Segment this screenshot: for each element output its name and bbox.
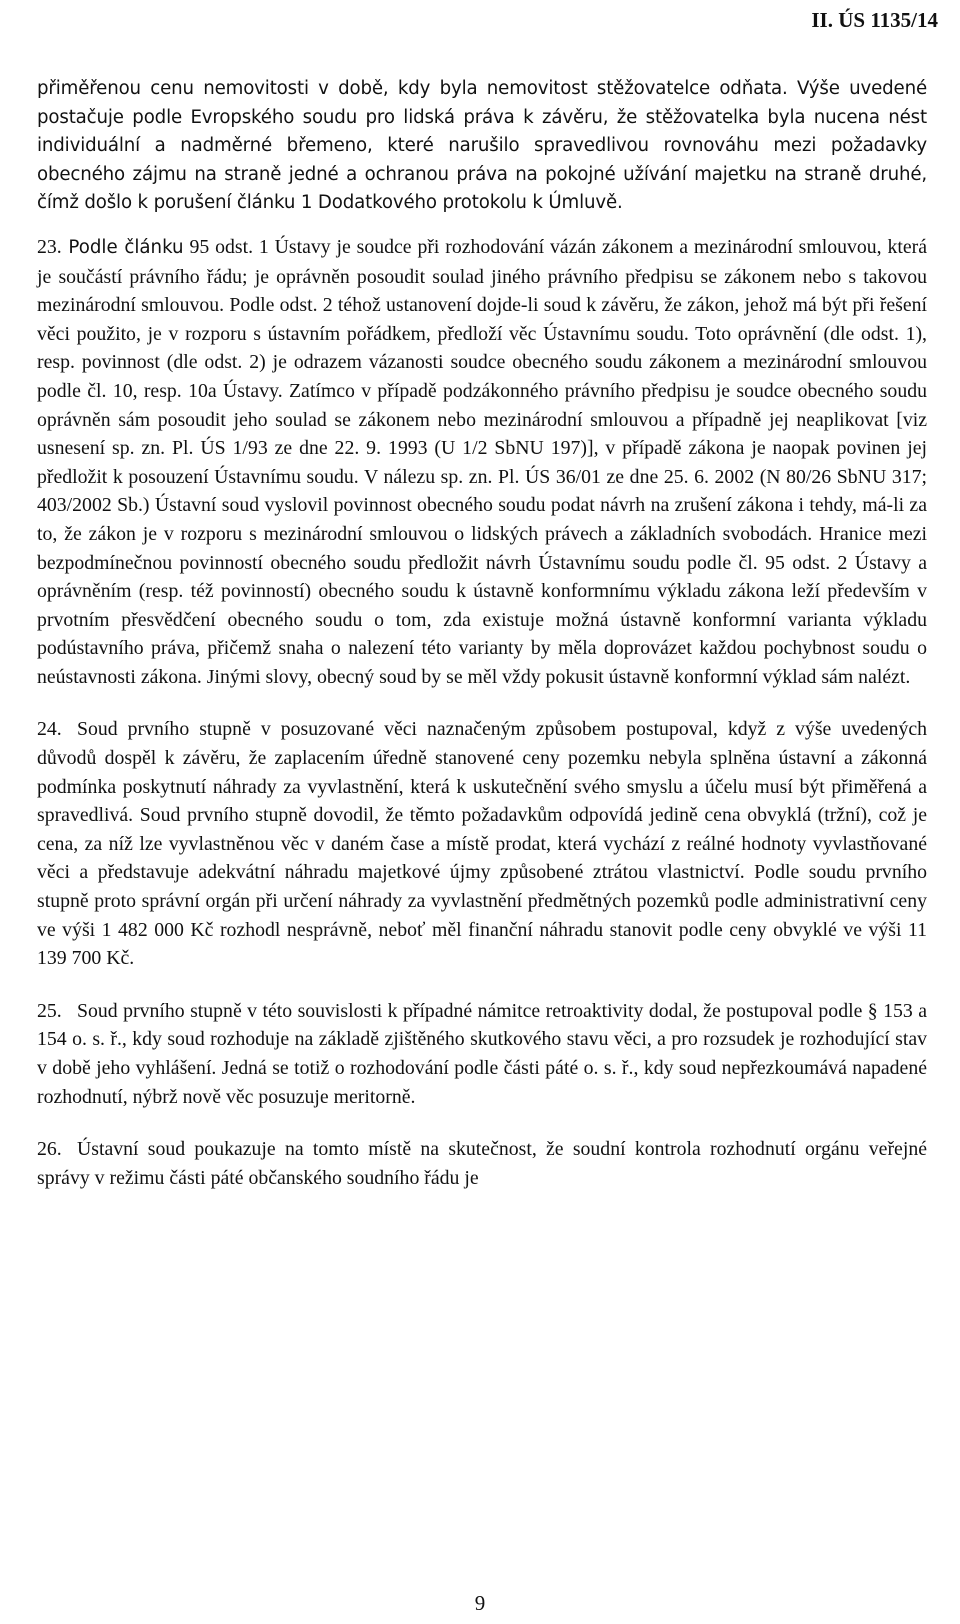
- paragraph-26: [37, 1135, 927, 1192]
- paragraph-number: 26.: [37, 1138, 62, 1161]
- paragraph-text: Soud prvního stupně v posuzované věci naznačeným způsobem postupoval, když z výše uvedených důvodů dospěl k závěru, že zaplacením úředně stanovené ceny pozemku nebyla splněna ústavní a zákonná podmínka poskytnutí náhrady za vyvlastnění, která k uskutečnění svého smyslu a účelu musí být přiměřená a spravedlivá. Soud prvního stupně dovodil, že těmto požadavkům odpovídá jedině cena obvyklá (tržní), což je cena, za níž lze vyvlastněnou věc v daném čase a místě prodat, která vychází z reálné hodnoty vyvlastňované věci a představuje adekvátní náhradu majetkové újmy způsobené ztrátou vlastnictví. Podle soudu prvního stupně proto správní orgán při určení náhrady za vyvlastnění předmětných pozemků podle administrativní ceny ve výši 1 482 000 Kč rozhodl nesprávně, neboť měl finanční náhradu stanovit podle ceny obvyklé ve výši 11 139 700 Kč.: [37, 718, 927, 970]
- case-reference: II. ÚS 1135/14: [811, 8, 938, 32]
- paragraph-lead: Podle článku: [61, 236, 184, 258]
- paragraph-number: 23.: [37, 235, 62, 258]
- paragraph-25: [37, 997, 927, 1111]
- paragraph-continuation: přiměřenou cenu nemovitosti v době, kdy byla nemovitost stěžovatelce odňata. Výše uvedené postačuje podle Evropského soudu pro lidská práva k závěru, že stěžovatelka byla nucena nést individuální a nadměrné břemeno, které narušilo spravedlivou rovnováhu mezi požadavky obecného zájmu na straně jedné a ochranou práva na pokojné užívání majetku na straně druhé, čímž došlo k porušení článku 1 Dodatkového protokolu k Úmluvě.: [37, 78, 927, 214]
- paragraph-text: 95 odst. 1 Ústavy je soudce při rozhodování vázán zákonem a mezinárodní smlouvou, která je součástí právního řádu; je oprávněn posoudit soulad jiného právního předpisu se zákonem nebo s takovou mezinárodní smlouvou. Podle odst. 2 téhož ustanovení dojde-li soud k závěru, že zákon, jehož má být při řešení věci použito, je v rozporu s ústavním pořádkem, předloží věc Ústavnímu soudu. Toto oprávnění (dle odst. 1), resp. povinnost (dle odst. 2) je odrazem vázanosti soudce obecného soudu zákonem a mezinárodní smlouvou podle čl. 10, resp. 10a Ústavy. Zatímco v případě podzákonného právního předpisu je soudce obecného soudu oprávněn sám posoudit jeho soulad se zákonem nebo mezinárodní smlouvou a případně jej neaplikovat [viz usnesení sp. zn. Pl. ÚS 1/93 ze dne 22. 9. 1993 (U 1/2 SbNU 197)], v případě zákona je naopak povinen jej předložit k posouzení Ústavnímu soudu. V nálezu sp. zn. Pl. ÚS 36/01 ze dne 25. 6. 2002 (N 80/26 SbNU 317; 403/2002 Sb.) Ústavní soud vyslovil povinnost obecného soudu podat návrh na zrušení zákona i tehdy, má-li za to, že zákon je v rozporu s mezinárodní smlouvou o lidských právech a základních svobodách. Hranice mezi bezpodmínečnou povinností obecného soudu předložit návrh Ústavnímu soudu podle čl. 95 odst. 2 Ústavy a oprávněním (resp. též povinností) obecného soudu k ústavně konformnímu výkladu zákona leží především v prvotním přesvědčení obecného soudu o tom, zda existuje možná ústavně konformní varianta výkladu podústavního práva, přičemž snaha o nalezení této varianty by měla doprovázet každou pochybnost soudu o neústavnosti zákona. Jinými slovy, obecný soud by se měl vždy pokusit ústavně konformní výklad sám nalézt.: [37, 235, 927, 688]
- page-number: 9: [474, 1591, 486, 1615]
- paragraph-text: Soud prvního stupně v této souvislosti k případné námitce retroaktivity dodal, že postupoval podle § 153 a 154 o. s. ř., kdy soud rozhoduje na základě zjištěného skutkového stavu věci, a pro rozsudek je rozhodující stav v době jeho vyhlášení. Jedná se totiž o rozhodování podle části páté o. s. ř., kdy soud nepřezkoumává napadené rozhodnutí, nýbrž nově věc posuzuje meritorně.: [37, 999, 927, 1108]
- paragraph-number: 25.: [37, 999, 62, 1022]
- paragraph-text: Ústavní soud poukazuje na tomto místě na skutečnost, že soudní kontrola rozhodnutí orgánu veřejné správy v režimu části páté občanského soudního řádu je: [37, 1138, 927, 1189]
- paragraph-24: [37, 715, 927, 972]
- paragraph-number: 24.: [37, 718, 62, 741]
- document-body: [37, 75, 927, 1192]
- paragraph-23: [37, 233, 927, 692]
